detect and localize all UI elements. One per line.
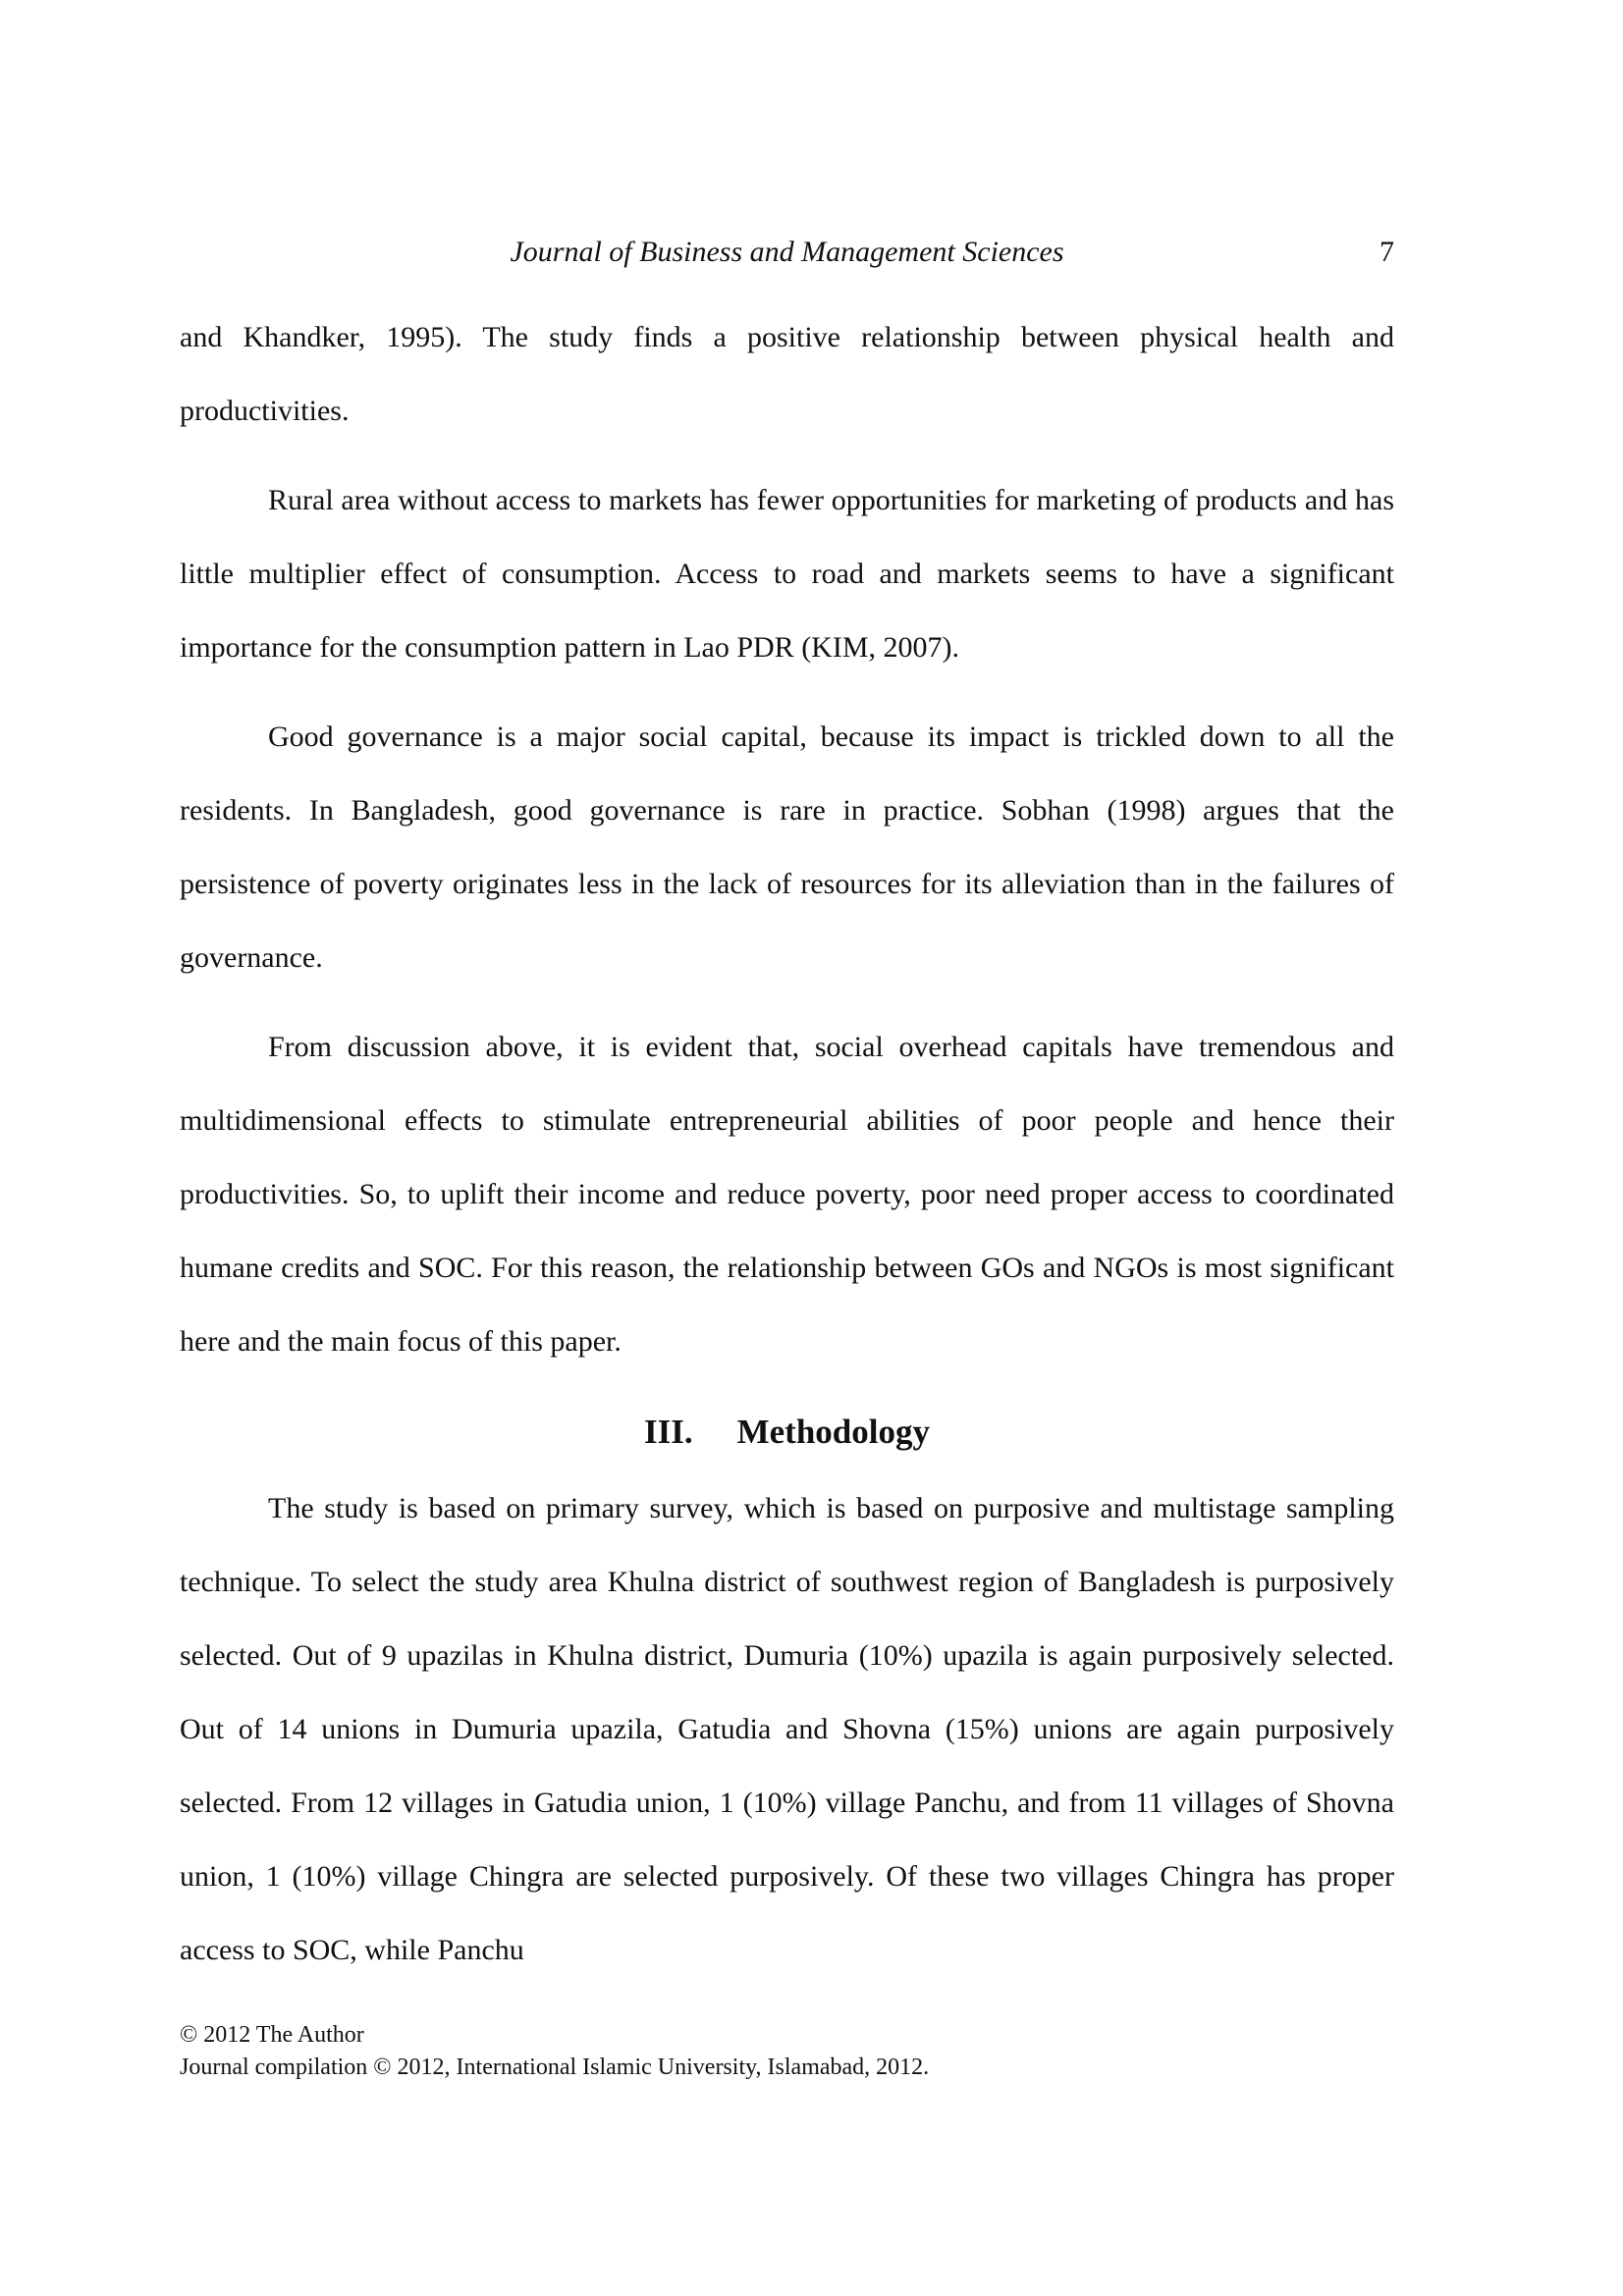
- body-text: [180, 300, 1394, 1987]
- footer-copyright: © 2012 The Author: [180, 2022, 364, 2048]
- paragraph-2: Rural area without access to markets has fewer opportunities for marketing of products and has little multiplier effect of consumption. Access to road and markets seems to have a significant importance for the consumption pattern in Lao PDR (KIM, 2007).: [180, 484, 1394, 664]
- journal-title: Journal of Business and Management Sciences: [510, 236, 1064, 268]
- paragraph-3: Good governance is a major social capital, because its impact is trickled down to all the residents. In Bangladesh, good governance is rare in practice. Sobhan (1998) argues that the persistence of poverty originates less in the lack of resources for its alleviation than in the failures of governance.: [180, 721, 1394, 974]
- page-number: 7: [1380, 236, 1394, 268]
- page-footer: [180, 2019, 1394, 2084]
- paragraph-4: From discussion above, it is evident that, social overhead capitals have tremendous and multidimensional effects to stimulate entrepreneurial abilities of poor people and hence their productivities. So, to uplift their income and reduce poverty, poor need proper access to coordinated humane credits and SOC. For this reason, the relationship between GOs and NGOs is most significant here and the main focus of this paper.: [180, 1031, 1394, 1358]
- section-number: III.: [643, 1413, 693, 1451]
- section-heading: [180, 1393, 1394, 1471]
- methodology-paragraph: The study is based on primary survey, which is based on purposive and multistage sampling technique. To select the study area Khulna district of southwest region of Bangladesh is purposively selected. Out of 9 upazilas in Khulna district, Dumuria (10%) upazila is again purposively selected. Out of 14 unions in Dumuria upazila, Gatudia and Shovna (15%) unions are again purposively selected. From 12 villages in Gatudia union, 1 (10%) village Panchu, and from 11 villages of Shovna union, 1 (10%) village Chingra are selected purposively. Of these two villages Chingra has proper access to SOC, while Panchu: [180, 1492, 1394, 1966]
- running-header: [180, 228, 1394, 277]
- footer-compilation: Journal compilation © 2012, International Islamic University, Islamabad, 2012.: [180, 2055, 930, 2080]
- section-title: Methodology: [736, 1413, 930, 1451]
- paragraph-1: and Khandker, 1995). The study finds a positive relationship between physical health and productivities.: [180, 321, 1394, 427]
